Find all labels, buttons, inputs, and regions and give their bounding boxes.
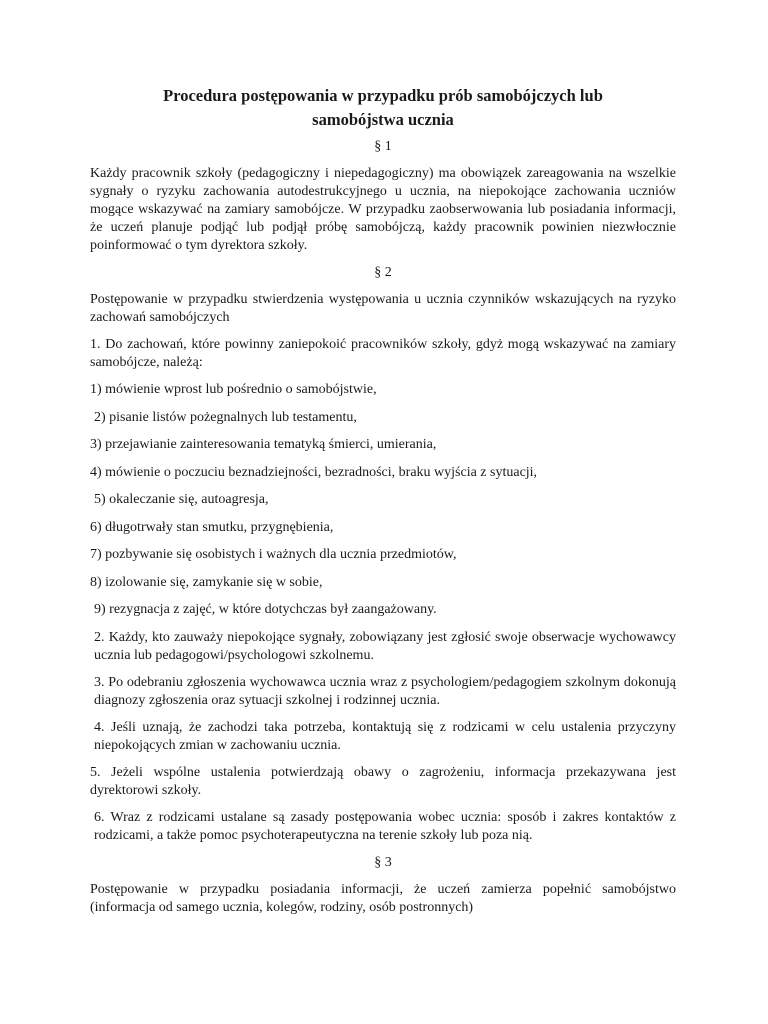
- warning-sign-item: 3) przejawianie zainteresowania tematyką śmierci, umierania,: [90, 437, 437, 452]
- warning-sign-item: 7) pozbywanie się osobistych i ważnych dla ucznia przedmiotów,: [90, 547, 457, 562]
- section-1-heading: § 1: [374, 139, 392, 154]
- warning-sign-item: 9) rezygnacja z zajęć, w które dotychczas był zaangażowany.: [94, 602, 437, 617]
- section-2-heading: § 2: [374, 265, 392, 280]
- title-line-2: samobójstwa ucznia: [312, 110, 454, 129]
- document-page: [90, 84, 676, 926]
- section-2-intro: Postępowanie w przypadku stwierdzenia występowania u ucznia czynników wskazujących na ryzyko zachowań samobójczych: [90, 292, 676, 325]
- warning-sign-item: 4) mówienie o poczuciu beznadziejności, bezradności, braku wyjścia z sytuacji,: [90, 464, 538, 480]
- warning-sign-item: 8) izolowanie się, zamykanie się w sobie,: [90, 574, 323, 590]
- section-1-text: Każdy pracownik szkoły (pedagogiczny i niepedagogiczny) ma obowiązek zareagowania na wszelkie sygnały o ryzyku zachowania autodestrukcyjnego u ucznia, na niepokojące zachowania uczniów mogące wskazywać na zamiary samobójcze. W przypadku zaobserwowania lub posiadania informacji, że uczeń planuje podjąć lub podjął próbę samobójczą, każdy pracownik powinien niezwłocznie poinformować o tym dyrektora szkoły.: [90, 166, 676, 253]
- warning-signs-list: [90, 381, 676, 619]
- section-2-point-3: 3. Po odebraniu zgłoszenia wychowawca ucznia wraz z psychologiem/pedagogiem szkolnym dokonują diagnozy zgłoszenia oraz sytuacji szkolnej i rodzinnej ucznia.: [94, 674, 676, 708]
- warning-sign-item: 6) długotrwały stan smutku, przygnębienia,: [90, 519, 334, 535]
- section-2-point-6: 6. Wraz z rodzicami ustalane są zasady postępowania wobec ucznia: sposób i zakres kontaktów z rodzicami, a także pomoc psychoterapeutyczna na terenie szkoły lub poza nią.: [94, 809, 676, 843]
- section-2-point-1: 1. Do zachowań, które powinny zaniepokoić pracowników szkoły, gdyż mogą wskazywać na zamiary samobójcze, należą:: [90, 337, 676, 370]
- section-3-intro: Postępowanie w przypadku posiadania informacji, że uczeń zamierza popełnić samobójstwo (informacja od samego ucznia, kolegów, rodziny, osób postronnych): [90, 881, 676, 915]
- section-2-point-4: 4. Jeśli uznają, że zachodzi taka potrzeba, kontaktują się z rodzicami w celu ustalenia przyczyny niepokojących zmian w zachowaniu ucznia.: [94, 719, 676, 753]
- section-2-point-2: 2. Każdy, kto zauważy niepokojące sygnały, zobowiązany jest zgłosić swoje obserwacje wychowawcy ucznia lub pedagogowi/psychologowi szkolnemu.: [94, 629, 676, 663]
- warning-sign-item: 5) okaleczanie się, autoagresja,: [94, 492, 269, 507]
- warning-sign-item: 1) mówienie wprost lub pośrednio o samobójstwie,: [90, 382, 377, 397]
- warning-sign-item: 2) pisanie listów pożegnalnych lub testamentu,: [94, 409, 357, 425]
- title-line-1: Procedura postępowania w przypadku prób samobójczych lub: [163, 86, 603, 105]
- document-title: [90, 84, 676, 132]
- section-2-point-5: 5. Jeżeli wspólne ustalenia potwierdzają obawy o zagrożeniu, informacja przekazywana jest dyrektorowi szkoły.: [90, 764, 676, 798]
- section-3-heading: § 3: [374, 854, 392, 870]
